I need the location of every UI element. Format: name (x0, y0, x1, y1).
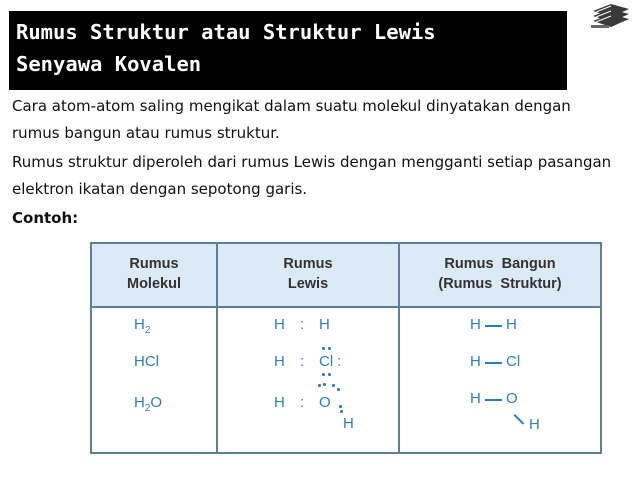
header-text: Molekul (127, 276, 181, 292)
lewis-atom: Cl (319, 353, 334, 370)
table-row-2-formula: HCl (134, 353, 159, 370)
header-structural-formula (400, 254, 600, 294)
single-bond (485, 325, 502, 327)
table-row-3-formula: $H_2O$ (134, 394, 163, 414)
lone-pair-dot (322, 347, 325, 350)
lewis-atom: H (274, 394, 285, 411)
lewis-atom: H (319, 316, 330, 333)
header-text: Rumus (283, 256, 333, 272)
header-lewis-formula (218, 254, 398, 294)
lone-pair-dot (337, 388, 340, 391)
single-bond (485, 399, 502, 401)
paragraph-intro: Cara atom-atom saling mengikat dalam suatu molekul dinyatakan dengan rumus bangun atau rumus struktur. (12, 97, 571, 142)
table-row-1-formula: $H_2$ (134, 316, 151, 336)
slide-title-line2: Senyawa Kovalen (16, 52, 202, 76)
lone-pair-dot (339, 405, 342, 408)
lewis-atom: O (319, 394, 331, 411)
header-text: (Rumus Struktur) (438, 276, 562, 292)
lone-pair-dot (323, 383, 326, 386)
header-molecular-formula (92, 254, 216, 294)
lewis-atom: H (343, 415, 354, 432)
slide-title-line1: Rumus Struktur atau Struktur Lewis (16, 20, 436, 44)
header-text: Rumus (129, 256, 179, 272)
struct-atom: H (506, 316, 517, 333)
struct-atom: H (470, 316, 481, 333)
lewis-electron-pair: : (300, 394, 305, 411)
stacked-books-logo-icon (589, 4, 633, 30)
struct-atom: H (470, 353, 481, 370)
lone-pair-dot (322, 373, 325, 376)
single-bond (514, 414, 525, 425)
header-text: Lewis (287, 276, 329, 292)
struct-atom: Cl (506, 353, 521, 370)
paragraph-lewis-rule: Rumus struktur diperoleh dari rumus Lewis dengan mengganti setiap pasangan elektron ikatan dengan sepotong garis. (12, 153, 612, 198)
lone-pair-dot (328, 373, 331, 376)
struct-atom: O (506, 390, 518, 407)
example-label: Contoh: (12, 209, 79, 227)
lone-pair-dot (328, 347, 331, 350)
struct-atom: H (470, 390, 481, 407)
single-bond (485, 362, 502, 364)
lone-pair-dot (332, 384, 335, 387)
lewis-lone-pair: : (337, 353, 342, 370)
lewis-electron-pair: : (300, 316, 305, 333)
formula-table (90, 242, 602, 454)
lone-pair-dot (318, 384, 321, 387)
lewis-atom: H (274, 353, 285, 370)
lewis-atom: H (274, 316, 285, 333)
struct-atom: H (529, 416, 540, 433)
lone-pair-dot (340, 410, 343, 413)
header-text: Rumus Bangun (444, 256, 556, 272)
lewis-electron-pair: : (300, 353, 305, 370)
slide-title (9, 11, 567, 90)
